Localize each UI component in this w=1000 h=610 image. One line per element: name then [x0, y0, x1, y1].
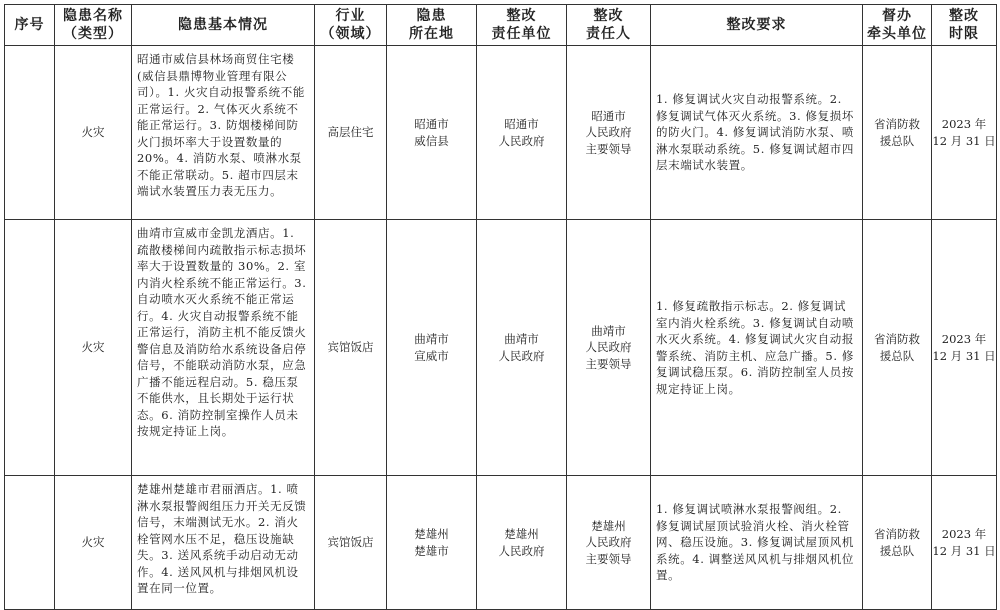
cell-industry: 高层住宅 — [315, 46, 387, 220]
col-header-deadline: 整改 时限 — [932, 5, 997, 46]
cell-supervisor: 省消防救 援总队 — [863, 46, 932, 220]
cell-seq — [5, 46, 55, 220]
col-header-person: 整改 责任人 — [567, 5, 651, 46]
cell-supervisor: 省消防救 援总队 — [863, 220, 932, 476]
cell-industry: 宾馆饭店 — [315, 476, 387, 610]
cell-req: 1. 修复调试火灾自动报警系统。2. 修复调试气体灭火系统。3. 修复损坏的防火门。4. 修复调试消防水泵、喷淋水泵联动系统。5. 修复调试超市四层末端试水装置。 — [651, 46, 863, 220]
cell-person: 楚雄州 人民政府 主要领导 — [567, 476, 651, 610]
table-row — [5, 220, 997, 476]
cell-req: 1. 修复疏散指示标志。2. 修复调试室内消火栓系统。3. 修复调试自动喷水灭火系统。4. 修复调试火灾自动报警系统、消防主机、应急广播。5. 修复调试稳压泵。6. 消防控制室人员按规定持证上岗。 — [651, 220, 863, 476]
col-header-location: 隐患 所在地 — [387, 5, 477, 46]
table-row — [5, 476, 997, 610]
cell-name: 火灾 — [55, 46, 132, 220]
col-header-req: 整改要求 — [651, 5, 863, 46]
cell-location: 楚雄州 楚雄市 — [387, 476, 477, 610]
cell-industry: 宾馆饭店 — [315, 220, 387, 476]
hazard-table — [4, 4, 997, 610]
cell-person: 曲靖市 人民政府 主要领导 — [567, 220, 651, 476]
col-header-unit: 整改 责任单位 — [477, 5, 567, 46]
cell-supervisor: 省消防救 援总队 — [863, 476, 932, 610]
cell-unit: 昭通市 人民政府 — [477, 46, 567, 220]
cell-seq — [5, 476, 55, 610]
col-header-industry: 行业 （领域） — [315, 5, 387, 46]
cell-seq — [5, 220, 55, 476]
cell-req: 1. 修复调试喷淋水泵报警阀组。2. 修复调试屋顶试验消火栓、消火栓管网、稳压设施。3. 修复调试屋顶风机系统。4. 调整送风风机与排烟风机位置。 — [651, 476, 863, 610]
cell-location: 曲靖市 宣威市 — [387, 220, 477, 476]
cell-deadline: 2023 年 12 月 31 日 — [932, 46, 997, 220]
col-header-desc: 隐患基本情况 — [132, 5, 315, 46]
cell-name: 火灾 — [55, 220, 132, 476]
cell-location: 昭通市 威信县 — [387, 46, 477, 220]
cell-deadline: 2023 年 12 月 31 日 — [932, 220, 997, 476]
cell-desc: 昭通市威信县林场商贸住宅楼(威信县鼎博物业管理有限公司）。1. 火灾自动报警系统不能正常运行。2. 气体灭火系统不能正常运行。3. 防烟楼梯间防火门损坏率大于设置数量的 20%。4. 消防水泵、喷淋水泵不能正常联动。5. 超市四层末端试水装置压力表无压力。 — [132, 46, 315, 220]
cell-unit: 楚雄州 人民政府 — [477, 476, 567, 610]
cell-deadline: 2023 年 12 月 31 日 — [932, 476, 997, 610]
col-header-supervisor: 督办 牵头单位 — [863, 5, 932, 46]
col-header-seq: 序号 — [5, 5, 55, 46]
cell-desc: 曲靖市宣威市金凯龙酒店。1. 疏散楼梯间内疏散指示标志损坏率大于设置数量的 30%。2. 室内消火栓系统不能正常运行。3. 自动喷水灭火系统不能正常运行。4. 火灾自动报警系统不能正常运行，消防主机不能反馈火警信息及消防给水系统设备启停信号，不能联动消防水泵，应急广播不能远程启动。5. 稳压泵不能供水，且长期处于运行状态。6. 消防控制室操作人员未按规定持证上岗。 — [132, 220, 315, 476]
col-header-name: 隐患名称 （类型） — [55, 5, 132, 46]
header-row — [5, 5, 997, 46]
cell-desc: 楚雄州楚雄市君丽酒店。1. 喷淋水泵报警阀组压力开关无反馈信号，末端测试无水。2. 消火栓管网水压不足，稳压设施缺失。3. 送风系统手动启动无动作。4. 送风风机与排烟风机设置在同一位置。 — [132, 476, 315, 610]
table-row — [5, 46, 997, 220]
cell-name: 火灾 — [55, 476, 132, 610]
cell-unit: 曲靖市 人民政府 — [477, 220, 567, 476]
cell-person: 昭通市 人民政府 主要领导 — [567, 46, 651, 220]
